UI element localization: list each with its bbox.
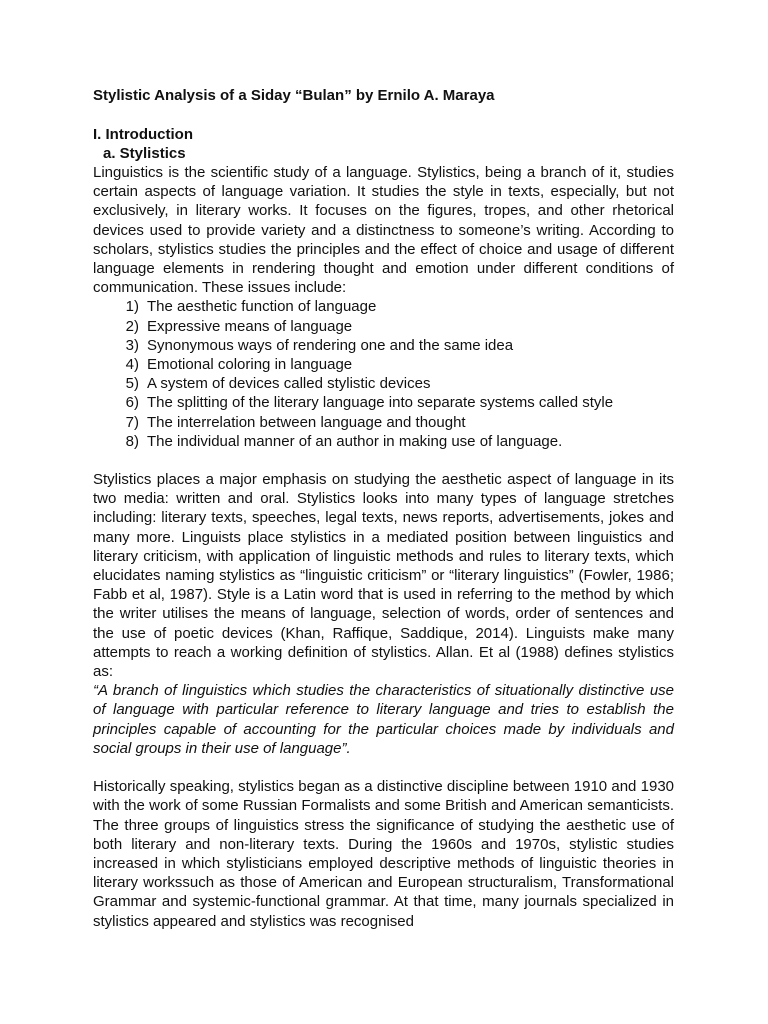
- issues-list: [93, 297, 674, 451]
- block-quote-definition: “A branch of linguistics which studies the characteristics of situationally distinctive use of language with particular reference to literary language and tries to establish the principles capable of accounting for the particular choices made by individuals and social groups in their use of language”.: [93, 682, 674, 757]
- list-item: [93, 432, 674, 451]
- list-item-text: The individual manner of an author in making use of language.: [147, 432, 563, 450]
- list-item-number: 8): [125, 432, 139, 450]
- list-item-number: 4): [125, 356, 139, 374]
- document-title: Stylistic Analysis of a Siday “Bulan” by Ernilo A. Maraya: [93, 87, 495, 104]
- list-item-text: A system of devices called stylistic devices: [147, 375, 431, 393]
- list-item-text: Emotional coloring in language: [147, 356, 353, 374]
- list-item: [93, 317, 674, 336]
- list-item: [93, 297, 674, 316]
- paragraph-history: Historically speaking, stylistics began as a distinctive discipline between 1910 and 1930 with the work of some Russian Formalists and some British and American semanticists. The three groups of linguistics stress the significance of studying the aesthetic use of both literary and non-literary texts. During the 1960s and 1970s, stylistic studies increased in which stylisticians employed descriptive methods of linguistic theories in literary workssuch as those of American and European structuralism, Transformational Grammar and systemic-functional grammar. At that time, many journals specialized in stylistics appeared and stylistics was recognised: [93, 778, 674, 930]
- list-item: [93, 413, 674, 432]
- list-item-number: 6): [125, 394, 139, 412]
- list-item-text: The aesthetic function of language: [147, 298, 377, 316]
- list-item-number: 7): [125, 413, 139, 431]
- subsection-heading-stylistics: a. Stylistics: [103, 145, 186, 162]
- document-page: [93, 86, 674, 931]
- list-item-number: 3): [125, 336, 139, 354]
- list-item-number: 1): [125, 298, 139, 316]
- paragraph-stylistics-emphasis: Stylistics places a major emphasis on studying the aesthetic aspect of language in its two media: written and oral. Stylistics looks into many types of language stretches including: literary texts, speeches, legal texts, news reports, advertisements, jokes and many more. Linguists place stylistics in a mediated position between linguistics and literary criticism, with application of linguistic methods and rules to literary texts, which elucidates naming stylistics as “linguistic criticism” or “literary linguistics” (Fowler, 1986; Fabb et al, 1987). Style is a Latin word that is used in referring to the method by which the writer utilises the means of language, selection of words, order of sentences and the use of poetic devices (Khan, Raffique, Saddique, 2014). Linguists make many attempts to reach a working definition of stylistics. Allan. Et al (1988) defines stylistics as:: [93, 471, 674, 681]
- list-item-number: 2): [125, 317, 139, 335]
- list-item: [93, 336, 674, 355]
- list-item-text: The interrelation between language and thought: [147, 413, 466, 431]
- list-item-number: 5): [125, 375, 139, 393]
- list-item-text: Expressive means of language: [147, 317, 353, 335]
- list-item-text: The splitting of the literary language into separate systems called style: [147, 394, 614, 412]
- intro-paragraph: Linguistics is the scientific study of a language. Stylistics, being a branch of it, studies certain aspects of language variation. It studies the style in texts, especially, but not exclusively, in literary works. It focuses on the figures, tropes, and other rhetorical devices used to provide variety and a distinctness to someone’s writing. According to scholars, stylistics studies the principles and the effect of choice and usage of different language elements in rendering thought and emotion under different conditions of communication. These issues include:: [93, 164, 674, 297]
- list-item: [93, 355, 674, 374]
- list-item: [93, 393, 674, 412]
- list-item: [93, 374, 674, 393]
- list-item-text: Synonymous ways of rendering one and the same idea: [147, 336, 514, 354]
- section-heading-introduction: I. Introduction: [93, 126, 193, 143]
